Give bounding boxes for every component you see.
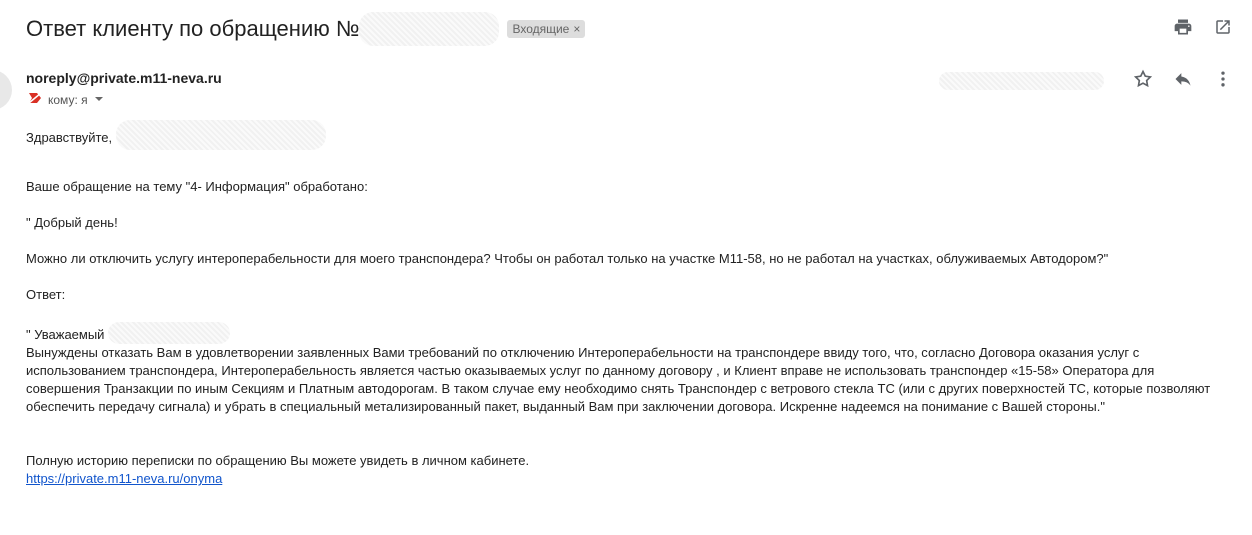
- answer-salutation-line: [26, 322, 1226, 344]
- remove-label-icon[interactable]: ×: [573, 22, 581, 36]
- reply-icon[interactable]: [1172, 68, 1194, 90]
- email-body: [26, 120, 1226, 488]
- answer-line: использованием транспондера, Интероперабельность является частью оказываемых услуг по данному договору , и Клиент вправе не использовать транспондер «15-58» Оператора для: [26, 363, 1155, 378]
- answer-line: совершения Транзакции по иным Секциям и Платным автодорогам. В таком случае ему необходимо снять Транспондер с ветрового стекла ТС (или с других поверхностей ТС, которые позволяют: [26, 381, 1211, 396]
- subject-row: [26, 12, 585, 46]
- answer-line: Вынуждены отказать Вам в удовлетворении заявленных Вами требований по отключению Интероперабельности на транспондере ввиду того, что, согласно Договора оказания услуг с: [26, 345, 1140, 360]
- open-in-new-window-icon[interactable]: [1212, 16, 1234, 38]
- history-line: Полную историю переписки по обращению Вы можете увидеть в личном кабинете.: [26, 453, 530, 468]
- question-line: Можно ли отключить услугу интероперабельности для моего транспондера? Чтобы он работал только на участке М11-58, но не работал на участках, облуживаемых Автодором?": [26, 251, 1109, 266]
- sender-email[interactable]: noreply@private.m11-neva.ru: [26, 70, 222, 86]
- account-link[interactable]: https://private.m11-neva.ru/onyma: [26, 471, 223, 486]
- print-icon[interactable]: [1172, 16, 1194, 38]
- answer-salutation: " Уважаемый: [26, 327, 105, 342]
- recipient-row: [28, 92, 104, 107]
- processed-line: Ваше обращение на тему "4- Информация" обработано:: [26, 179, 368, 194]
- redacted-ticket-number: [359, 12, 499, 46]
- message-actions: [1132, 68, 1234, 90]
- more-vert-icon[interactable]: [1212, 68, 1234, 90]
- star-icon[interactable]: [1132, 68, 1154, 90]
- chevron-down-icon[interactable]: [94, 93, 104, 107]
- important-marker-icon[interactable]: [28, 92, 42, 107]
- redacted-date: [939, 72, 1104, 90]
- inbox-label-chip[interactable]: [507, 20, 585, 38]
- answer-label: Ответ:: [26, 287, 66, 302]
- inbox-label-text: Входящие: [512, 22, 570, 36]
- sender-avatar: [0, 70, 12, 110]
- redacted-addressee-name: [108, 322, 230, 344]
- email-subject: Ответ клиенту по обращению №: [26, 16, 360, 41]
- redacted-client-name: [116, 120, 326, 150]
- greeting-line: [26, 120, 1226, 150]
- thread-actions: [1172, 16, 1234, 38]
- recipient-label: кому: я: [48, 92, 88, 107]
- greeting-text: Здравствуйте,: [26, 130, 113, 145]
- question-intro-line: " Добрый день!: [26, 215, 118, 230]
- answer-line: обеспечить передачу сигнала) и убрать в специальный метализированный пакет, выданный Вам при заключении договора. Искренне надеемся на понимание с Вашей стороны.": [26, 399, 1105, 414]
